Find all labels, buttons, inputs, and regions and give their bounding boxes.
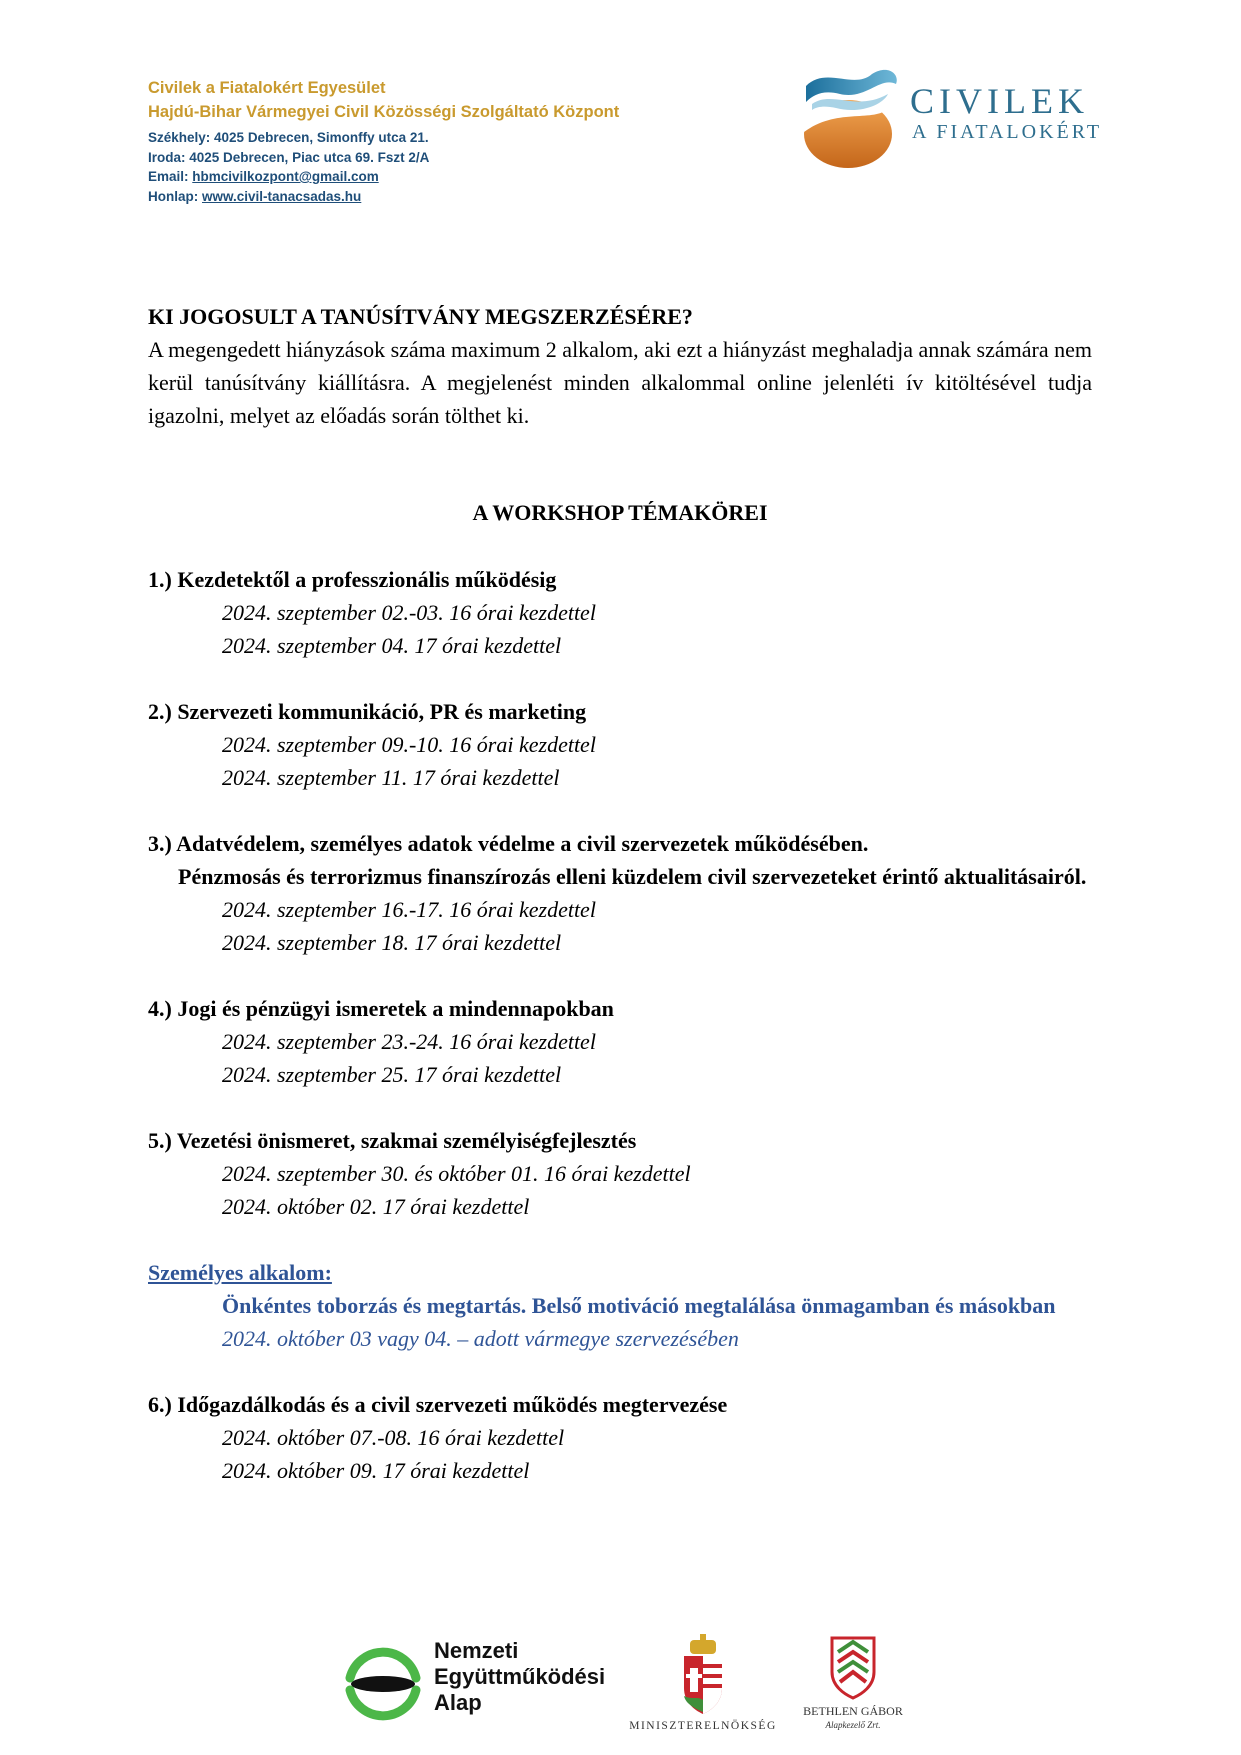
civilek-logo: [792, 60, 1112, 172]
logo-wordmark: [910, 82, 1102, 144]
nea-wordmark: [434, 1638, 605, 1716]
topic-date: 2024. október 02. 17 órai kezdettel: [222, 1194, 530, 1219]
topic-date: 2024. szeptember 04. 17 órai kezdettel: [222, 633, 562, 658]
bethlen-gabor-logo: [798, 1634, 908, 1740]
topic-date: 2024. szeptember 18. 17 órai kezdettel: [222, 930, 562, 955]
topic-date: 2024. szeptember 11. 17 órai kezdettel: [222, 765, 560, 790]
bethlen-gabor-shield-icon: [828, 1634, 878, 1700]
email-line: [148, 167, 619, 187]
nea-line2: Együttműködési: [434, 1664, 606, 1689]
office-address: Iroda: 4025 Debrecen, Piac utca 69. Fszt 2/A: [148, 149, 430, 165]
topic-2: [148, 695, 1092, 794]
personal-title: Önkéntes toborzás és megtartás. Belső motiváció megtalálása önmagamban és másokban: [222, 1293, 1056, 1318]
eligibility-text: A megengedett hiányzások száma maximum 2 alkalom, aki ezt a hiányzást meghaladja annak számára nem kerül tanúsítvány kiállításra. A megjelenést minden alkalommal online jelenléti ív kitöltésével tudja igazolni, melyet az előadás során tölthet ki.: [148, 337, 1092, 428]
hungarian-coat-of-arms-icon: [678, 1634, 728, 1720]
topic-title: 6.) Időgazdálkodás és a civil szervezeti működés megtervezése: [148, 1392, 728, 1417]
personal-session: [148, 1256, 1092, 1355]
civilek-logo-mark-icon: [792, 60, 904, 172]
topic-title: 1.) Kezdetektől a professzionális működésig: [148, 567, 557, 592]
topic-title: 3.) Adatvédelem, személyes adatok védelme a civil szervezetek működésében.: [148, 831, 869, 856]
org-name: Civilek a Fiatalokért Egyesület: [148, 79, 386, 97]
ministry-caption: MINISZTERELNÖKSÉG: [629, 1720, 777, 1732]
personal-label: Személyes alkalom:: [148, 1260, 332, 1285]
nea-ring-icon: [338, 1638, 428, 1728]
topic-date: 2024. szeptember 02.-03. 16 órai kezdettel: [222, 600, 596, 625]
email-link[interactable]: hbmcivilkozpont@gmail.com: [192, 169, 379, 184]
center-name: Hajdú-Bihar Vármegyei Civil Közösségi Szolgáltató Központ: [148, 103, 620, 121]
nea-logo: [338, 1638, 628, 1728]
topic-1: [148, 563, 1092, 662]
logo-line1: CIVILEK: [910, 81, 1089, 121]
topic-date: 2024. október 09. 17 órai kezdettel: [222, 1458, 530, 1483]
web-label: Honlap:: [148, 188, 202, 204]
topic-title: 5.) Vezetési önismeret, szakmai személyiségfejlesztés: [148, 1128, 637, 1153]
workshop-title: A WORKSHOP TÉMAKÖREI: [472, 500, 768, 525]
organization-info: [148, 76, 619, 206]
topic-date: 2024. szeptember 30. és október 01. 16 órai kezdettel: [222, 1161, 691, 1186]
topic-date: 2024. szeptember 25. 17 órai kezdettel: [222, 1062, 562, 1087]
topic-title: 2.) Szervezeti kommunikáció, PR és marketing: [148, 699, 587, 724]
footer-logos: [0, 1630, 1241, 1740]
topic-date: 2024. szeptember 23.-24. 16 órai kezdettel: [222, 1029, 596, 1054]
personal-date: 2024. október 03 vagy 04. – adott vármegye szervezésében: [222, 1326, 739, 1351]
web-link[interactable]: www.civil-tanacsadas.hu: [202, 188, 362, 204]
topic-title: 4.) Jogi és pénzügyi ismeretek a mindennapokban: [148, 996, 614, 1021]
eligibility-title: KI JOGOSULT A TANÚSÍTVÁNY MEGSZERZÉSÉRE?: [148, 304, 693, 329]
ministry-logo: [628, 1630, 778, 1740]
nea-line1: Nemzeti: [434, 1638, 519, 1663]
nea-line3: Alap: [434, 1690, 482, 1715]
bga-subcaption: Alapkezelő Zrt.: [825, 1720, 881, 1730]
topic-subtitle: Pénzmosás és terrorizmus finanszírozás elleni küzdelem civil szervezeteket érintő aktualitásairól.: [178, 864, 1087, 889]
email-label: Email:: [148, 169, 193, 184]
logo-line2: A FIATALOKÉRT: [912, 121, 1103, 143]
seat-address: Székhely: 4025 Debrecen, Simonffy utca 21.: [148, 130, 429, 145]
topic-4: [148, 992, 1092, 1091]
topic-6: [148, 1388, 1092, 1487]
web-line: [148, 187, 619, 207]
topic-date: 2024. szeptember 09.-10. 16 órai kezdettel: [222, 732, 596, 757]
bga-caption: BETHLEN GÁBOR: [803, 1704, 903, 1718]
topics-list: [148, 563, 1092, 1520]
topic-5: [148, 1124, 1092, 1223]
eligibility-section: [148, 300, 1092, 529]
topic-date: 2024. október 07.-08. 16 órai kezdettel: [222, 1425, 565, 1450]
topic-date: 2024. szeptember 16.-17. 16 órai kezdettel: [222, 897, 596, 922]
topic-3: [148, 827, 1092, 959]
